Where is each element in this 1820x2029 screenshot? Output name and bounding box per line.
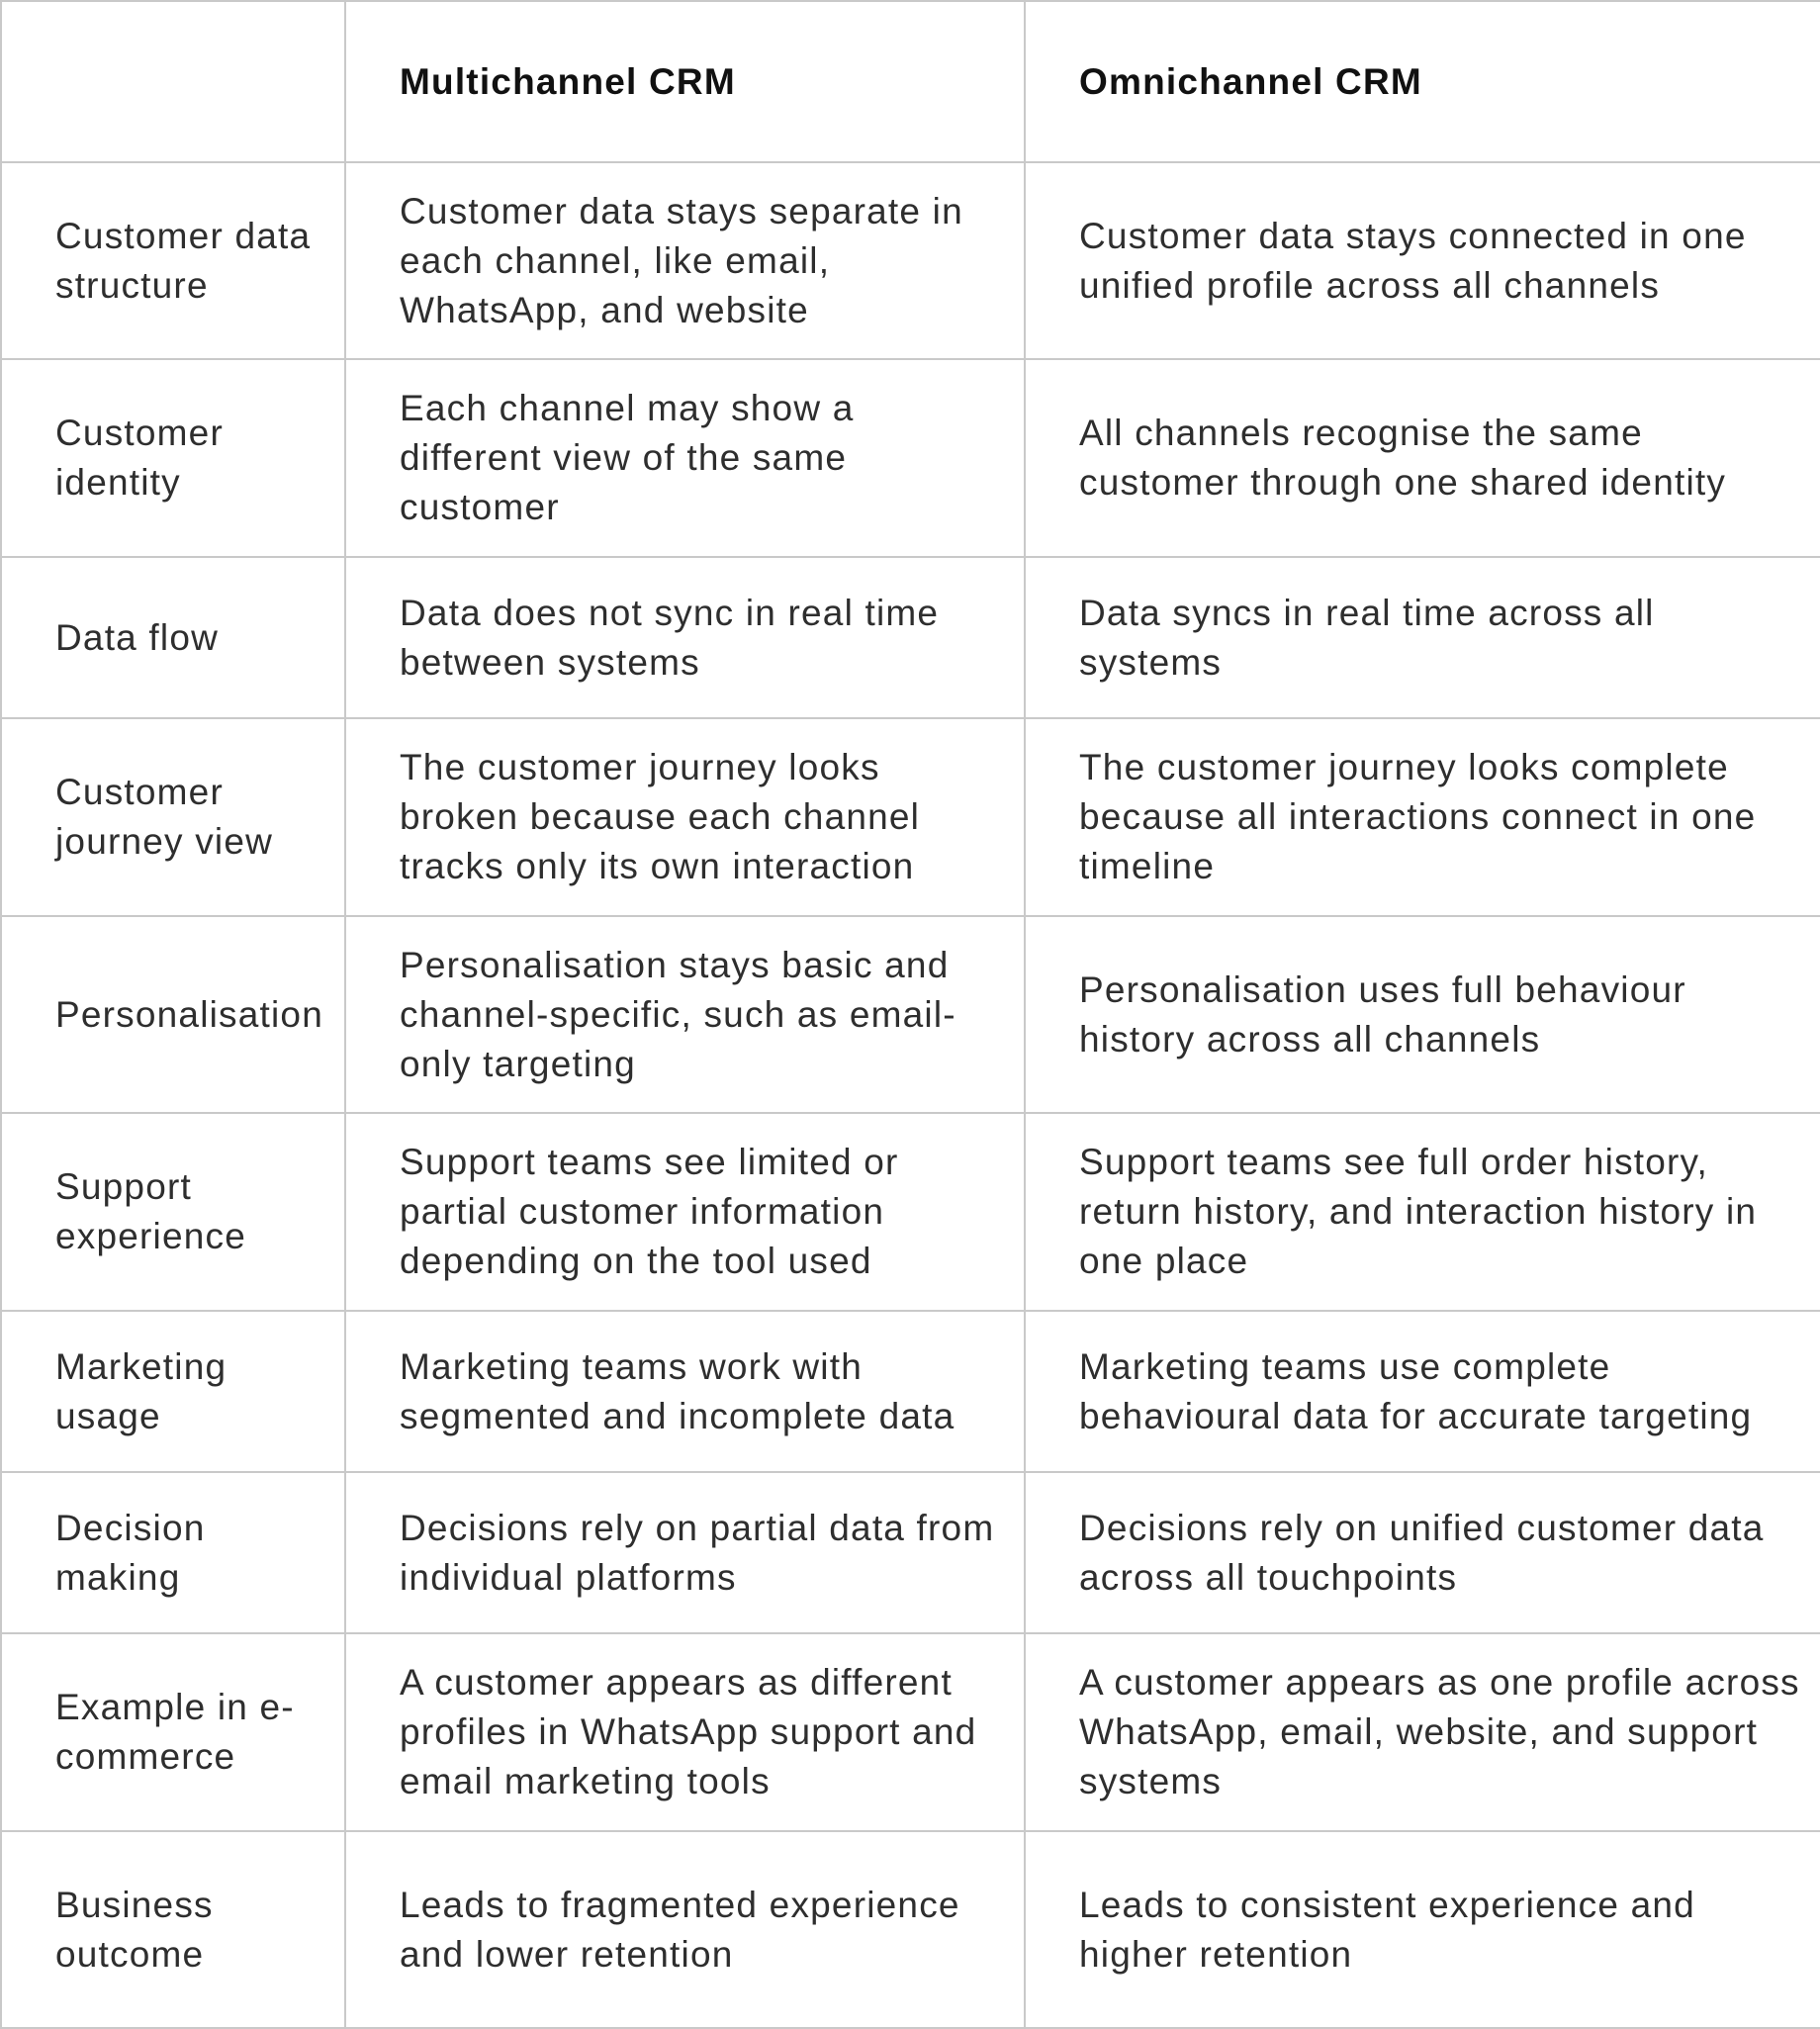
multichannel-cell: Customer data stays separate in each channel, like email, WhatsApp, and website [345, 162, 1025, 359]
multichannel-cell: Each channel may show a different view of the same customer [345, 359, 1025, 557]
row-label: Support experience [1, 1113, 345, 1311]
row-label: Business outcome [1, 1831, 345, 2028]
table-row [1, 718, 1820, 916]
header-omnichannel: Omnichannel CRM [1025, 1, 1820, 162]
omnichannel-cell: Support teams see full order history, return history, and interaction history in one place [1025, 1113, 1820, 1311]
table-row [1, 557, 1820, 718]
omnichannel-cell: Data syncs in real time across all systems [1025, 557, 1820, 718]
row-label: Customer identity [1, 359, 345, 557]
omnichannel-cell: A customer appears as one profile across WhatsApp, email, website, and support systems [1025, 1633, 1820, 1831]
row-label: Customer data structure [1, 162, 345, 359]
omnichannel-cell: The customer journey looks complete because all interactions connect in one timeline [1025, 718, 1820, 916]
row-label: Personalisation [1, 916, 345, 1113]
header-corner-cell [1, 1, 345, 162]
table-row [1, 1472, 1820, 1633]
table-row [1, 359, 1820, 557]
table-row [1, 916, 1820, 1113]
row-label: Customer journey view [1, 718, 345, 916]
omnichannel-cell: Leads to consistent experience and higher retention [1025, 1831, 1820, 2028]
table-row [1, 1831, 1820, 2028]
multichannel-cell: Marketing teams work with segmented and incomplete data [345, 1311, 1025, 1472]
omnichannel-cell: Customer data stays connected in one unified profile across all channels [1025, 162, 1820, 359]
omnichannel-cell: Decisions rely on unified customer data across all touchpoints [1025, 1472, 1820, 1633]
multichannel-cell: Support teams see limited or partial customer information depending on the tool used [345, 1113, 1025, 1311]
omnichannel-cell: Personalisation uses full behaviour history across all channels [1025, 916, 1820, 1113]
multichannel-cell: The customer journey looks broken because each channel tracks only its own interaction [345, 718, 1025, 916]
row-label: Marketing usage [1, 1311, 345, 1472]
row-label: Example in e-commerce [1, 1633, 345, 1831]
omnichannel-cell: All channels recognise the same customer through one shared identity [1025, 359, 1820, 557]
header-multichannel: Multichannel CRM [345, 1, 1025, 162]
table-row [1, 1311, 1820, 1472]
table-row [1, 1633, 1820, 1831]
multichannel-cell: Data does not sync in real time between systems [345, 557, 1025, 718]
table-row [1, 162, 1820, 359]
omnichannel-cell: Marketing teams use complete behavioural data for accurate targeting [1025, 1311, 1820, 1472]
header-row [1, 1, 1820, 162]
multichannel-cell: A customer appears as different profiles in WhatsApp support and email marketing tools [345, 1633, 1025, 1831]
row-label: Data flow [1, 557, 345, 718]
table-row [1, 1113, 1820, 1311]
multichannel-cell: Decisions rely on partial data from individual platforms [345, 1472, 1025, 1633]
row-label: Decision making [1, 1472, 345, 1633]
multichannel-cell: Leads to fragmented experience and lower retention [345, 1831, 1025, 2028]
multichannel-cell: Personalisation stays basic and channel-specific, such as email-only targeting [345, 916, 1025, 1113]
